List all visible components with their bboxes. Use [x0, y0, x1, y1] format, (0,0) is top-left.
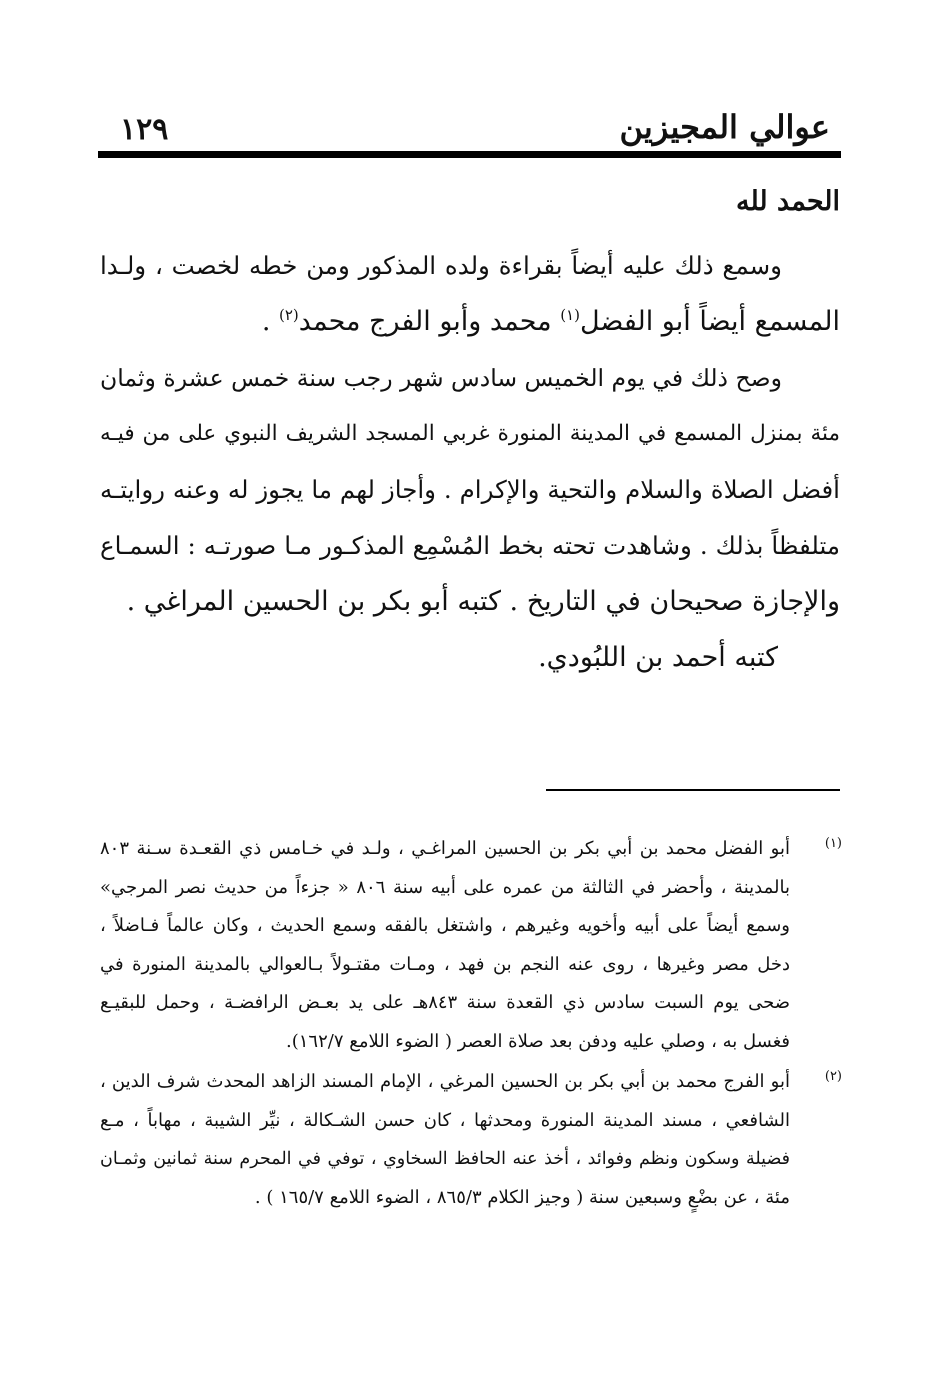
footnote-line: ضحى يوم السبت سادس ذي القعدة سنة ٨٤٣هـ على يد بعـض الرافضـة ، وحمل للبقيـع [100, 992, 790, 1013]
footnote-line: دخل مصر وغيرها ، روى عنه النجم بن فهد ، ومـات مقتـولاً بـالعوالي بالمدينة المنورة في [100, 953, 790, 975]
running-header [98, 108, 840, 152]
footnote-line: أبو الفضل محمد بن أبي بكر بن الحسين المراغـي ، ولـد في خـامس ذي القعـدة سـنة ٨٠٣ [100, 838, 790, 859]
page-number: ١٢٩ [120, 112, 169, 147]
footnote-marker: (١) [824, 836, 842, 851]
footnote [100, 1063, 842, 1217]
book-title: عوالي المجيزين [619, 108, 830, 146]
text-line: وسمع ذلك عليه أيضاً بقراءة ولده المذكور ومن خطه لخصت ، ولـدا [100, 251, 782, 280]
footnote-line: بالمدينة ، وأحضر في الثالثة من عمره على أبيه سنة ٨٠٦ « جزءاً من حديث نصر المرجي» [100, 876, 790, 898]
text-line [100, 294, 840, 350]
text-line: وصح ذلك في يوم الخميس سادس شهر رجب سنة خمس عشرة وثمان [100, 364, 782, 392]
footnote-line: الشافعي ، مسند المدينة المنورة ومحدثها ، كان حسن الشـكالة ، نيِّر الشيبة ، مهاباً ، مـع [100, 1109, 790, 1131]
main-text [100, 238, 840, 686]
footnote-line: أبو الفرج محمد بن أبي بكر بن الحسين المرغي ، الإمام المسند الزاهد المحدث شرف الدين ، [100, 1071, 790, 1092]
footnotes [100, 830, 842, 1217]
text-segment: . [261, 306, 271, 337]
header-rule [98, 151, 841, 158]
footnote-line: فغسل به ، وصلي عليه ودفن بعد صلاة العصر ( الضوء اللامع ١٦٢/٧). [286, 1030, 790, 1052]
signature-line: كتبه أحمد بن اللبُودي. [538, 642, 778, 673]
text-segment: المسمع أيضاً أبو الفضل [579, 306, 840, 337]
footnote-line: وسمع أيضاً على أبيه وأخويه وغيرهم ، واشتغل بالفقه وسمع الحديث ، وكان عالماً فـاضلاً ، [100, 915, 790, 936]
footnote-ref-2: (٢) [279, 306, 299, 324]
footnote-line: فضيلة وسكون ونظم وفوائد ، أخذ عنه الحافظ السخاوي ، توفي في المحرم سنة ثمانين وثمـان [100, 1149, 790, 1169]
text-line: مئة بمنزل المسمع في المدينة المنورة غربي المسجد الشريف النبوي على من فيـه [100, 421, 840, 446]
footnote-ref-1: (١) [560, 306, 580, 324]
footnote-separator [546, 789, 840, 791]
footnote [100, 830, 842, 1061]
footnote-marker: (٢) [824, 1069, 842, 1084]
text-line: أفضل الصلاة والسلام والتحية والإكرام . وأجاز لهم ما يجوز له وعنه روايتـه [100, 475, 840, 504]
text-segment: محمد وأبو الفرج محمد [298, 306, 552, 337]
text-line: متلفظاً بذلك . وشاهدت تحته بخط المُسْمِع المذكـور مـا صورتـه : السمـاع [100, 531, 840, 560]
text-line: والإجازة صحيحان في التاريخ . كتبه أبو بكر بن الحسين المراغي . [126, 586, 840, 617]
section-heading: الحمد لله [736, 186, 840, 217]
footnote-line: مئة ، عن بضْعٍ وسبعين سنة ( وجيز الكلام ٨٦٥/٣ ، الضوء اللامع ١٦٥/٧ ) . [254, 1186, 790, 1208]
